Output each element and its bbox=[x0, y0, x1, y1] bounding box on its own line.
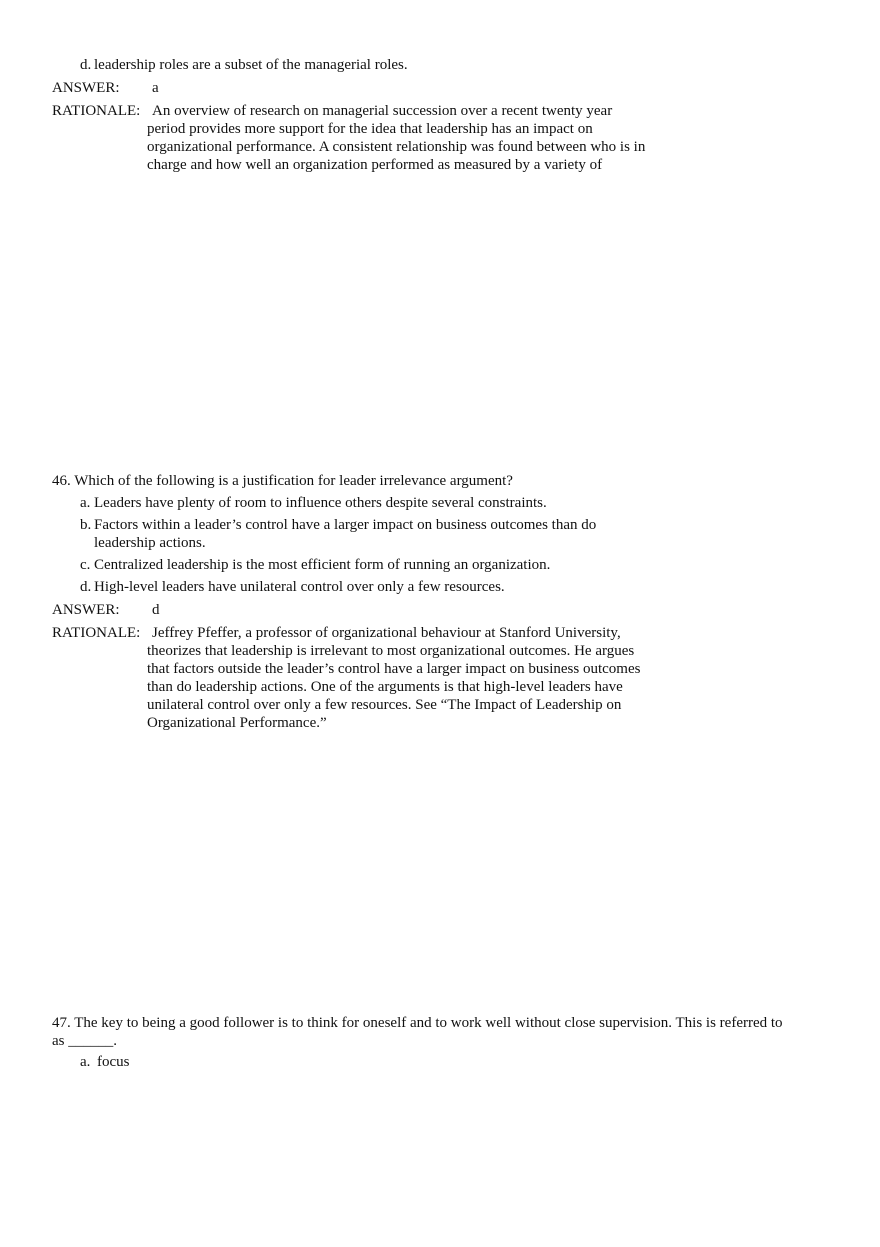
rationale-line: organizational performance. A consistent relationship was found between who is in bbox=[147, 139, 646, 155]
option-text-continued: leadership actions. bbox=[94, 535, 206, 551]
rationale-line: theorizes that leadership is irrelevant to most organizational outcomes. He argues bbox=[147, 643, 635, 659]
option-text: Centralized leadership is the most efficient form of running an organization. bbox=[94, 557, 551, 573]
rationale-line: An overview of research on managerial succession over a recent twenty year bbox=[152, 103, 613, 119]
answer-label: ANSWER: bbox=[52, 602, 120, 618]
question-text: 46. Which of the following is a justification for leader irrelevance argument? bbox=[52, 473, 513, 489]
rationale-label: RATIONALE: bbox=[52, 625, 141, 641]
option-text: Factors within a leader’s control have a larger impact on business outcomes than do bbox=[94, 517, 597, 533]
rationale-line: that factors outside the leader’s control have a larger impact on business outcomes bbox=[147, 661, 641, 677]
question-text-continued: as ______. bbox=[52, 1033, 117, 1049]
option-text: Leaders have plenty of room to influence others despite several constraints. bbox=[94, 495, 547, 511]
option-letter: a. bbox=[80, 1054, 91, 1070]
option-text: focus bbox=[97, 1054, 130, 1070]
rationale-label: RATIONALE: bbox=[52, 103, 141, 119]
option-letter: b. bbox=[80, 517, 92, 533]
rationale-line: period provides more support for the idea that leadership has an impact on bbox=[147, 121, 593, 137]
rationale-line: than do leadership actions. One of the arguments is that high-level leaders have bbox=[147, 679, 623, 695]
option-letter: d. bbox=[80, 579, 92, 595]
rationale-line: Jeffrey Pfeffer, a professor of organizational behaviour at Stanford University, bbox=[152, 625, 621, 641]
option-text: High-level leaders have unilateral control over only a few resources. bbox=[94, 579, 505, 595]
answer-label: ANSWER: bbox=[52, 80, 120, 96]
option-letter: d. bbox=[80, 57, 92, 73]
question-text: 47. The key to being a good follower is to think for oneself and to work well without close supervision. This is referred to bbox=[52, 1015, 783, 1031]
answer-value: d bbox=[152, 602, 160, 618]
rationale-line: charge and how well an organization performed as measured by a variety of bbox=[147, 157, 603, 173]
option-letter: a. bbox=[80, 495, 91, 511]
option-letter: c. bbox=[80, 557, 91, 573]
rationale-line: Organizational Performance.” bbox=[147, 715, 327, 731]
answer-value: a bbox=[152, 80, 159, 96]
option-text: leadership roles are a subset of the managerial roles. bbox=[94, 57, 408, 73]
rationale-line: unilateral control over only a few resources. See “The Impact of Leadership on bbox=[147, 697, 622, 713]
